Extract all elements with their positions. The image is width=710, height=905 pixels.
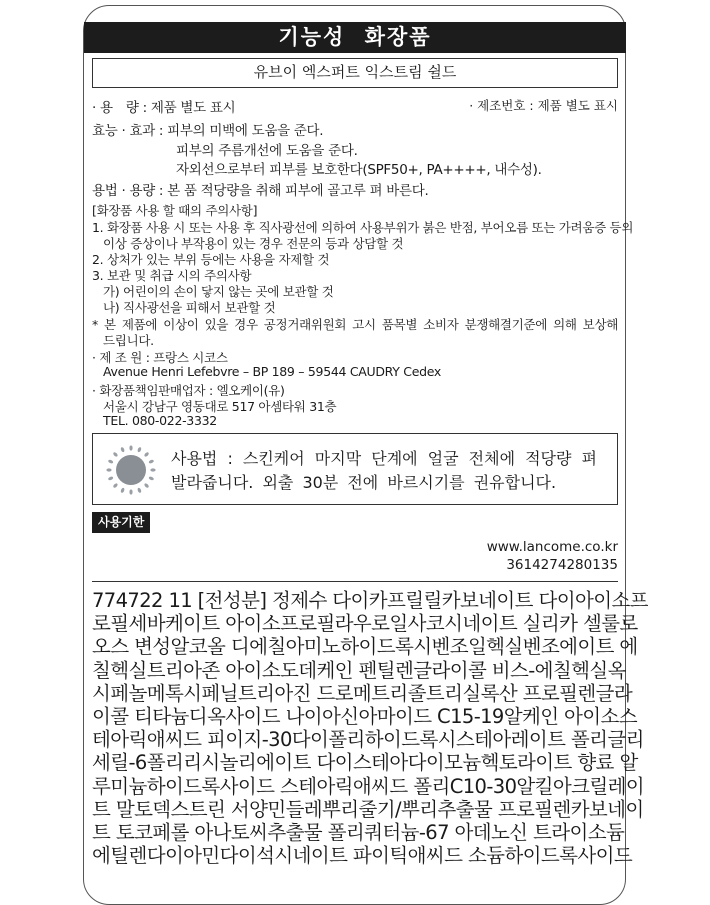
sun-ray (129, 489, 132, 494)
sun-ray (112, 451, 118, 457)
efficacy-line: 효능 · 효과 : 피부의 미백에 도움을 준다. (92, 123, 324, 139)
usage-instruction-line: 발라줍니다. 외출 30분 전에 바르시기를 권유합니다. (171, 473, 557, 492)
efficacy-line: 자외선으로부터 피부를 보호한다(SPF50+, PA++++, 내수성). (176, 162, 542, 178)
lot-number: · 제조번호 : 제품 별도 표시 (469, 98, 618, 113)
ingredient-line: 오스 변성알코올 디에칠아미노하이드록시벤조일헥실벤조에이트 에 (92, 635, 638, 659)
ingredient-line: 테아릭애씨드 피이지-30다이폴리하이드록시스테아레이트 폴리글리 (92, 728, 644, 752)
sun-ray (112, 483, 118, 489)
sun-ray (144, 483, 150, 489)
caution-line: 드립니다. (92, 333, 154, 348)
ingredient-line: 트 말토덱스트린 서양민들레뿌리줄기/뿌리추출물 프로필렌카보네이 (92, 797, 644, 821)
caution-line: 1. 화장품 사용 시 또는 사용 후 직사광선에 의하여 사용부위가 붉은 반점, 부어오름 또는 가려움증 등의 (92, 220, 634, 235)
caution-line: 2. 상처가 있는 부위 등에는 사용을 자제할 것 (92, 252, 330, 267)
sun-ray (148, 459, 154, 464)
efficacy-line: 피부의 주름개선에 도움을 준다. (176, 143, 358, 159)
product-name: 유브이 엑스퍼트 익스트림 쉴드 (92, 58, 618, 88)
sun-ray (108, 476, 114, 481)
ingredient-line: 루미늄하이드록사이드 스테아릭애씨드 폴리C10-30알킬아크릴레이 (92, 774, 645, 798)
caution-line: · 화장품책임판매업자 : 엘오케이(유) (92, 383, 285, 398)
website: www.lancome.co.kr (486, 539, 618, 555)
sun-ray (148, 476, 154, 481)
sun-ray (144, 451, 150, 457)
usage-dosage: 용법 · 용량 : 본 품 적당량을 취해 피부에 골고루 펴 바른다. (92, 183, 429, 199)
caution-line: Avenue Henri Lefebvre – BP 189 – 59544 CAUDRY Cedex (92, 364, 441, 379)
caution-line: 가) 어린이의 손이 닿지 않는 곳에 보관할 것 (92, 284, 334, 299)
ingredient-line: 이콜 티타늄디옥사이드 나이아신아마이드 C15-19알케인 아이소스 (92, 705, 637, 728)
barcode-number: 3614274280135 (506, 557, 618, 573)
ingredient-line: 에틸렌다이아민다이석시네이트 파이틱애씨드 소듐하이드록사이드 (92, 844, 633, 868)
expiry-label: 사용기한 (92, 512, 150, 533)
sun-ray (137, 487, 142, 493)
ingredient-line: 774722 11 [전성분] 정제수 다이카프릴릴카보네이트 다이아이소프 (92, 589, 648, 612)
sun-ray (106, 468, 111, 471)
sun-ray (150, 468, 155, 471)
sun-icon (105, 444, 157, 496)
caution-line: TEL. 080-022-3332 (92, 413, 217, 428)
capacity: · 용 량 : 제품 별도 표시 (92, 100, 236, 116)
ingredient-line: 칠헥실트리아존 아이소도데케인 펜틸렌글라이콜 비스-에칠헥실옥 (92, 658, 626, 682)
page-title: 기능성 화장품 (84, 22, 626, 53)
caution-line: * 본 제품에 이상이 있을 경우 공정거래위원회 고시 품목별 소비자 분쟁해결기준에 의해 보상해 (92, 317, 618, 332)
usage-instruction-line: 사용법 : 스킨케어 마지막 단계에 얼굴 전체에 적당량 펴 (171, 449, 597, 468)
caution-line: 이상 증상이나 부작용이 있는 경우 전문의 등과 상담할 것 (92, 236, 404, 251)
sun-ray (108, 459, 114, 464)
usage-box (92, 433, 618, 505)
caution-line: 나) 직사광선을 피해서 보관할 것 (92, 300, 276, 315)
cautions-title: [화장품 사용 할 때의 주의사항] (92, 203, 258, 218)
divider (92, 581, 618, 582)
caution-line: 3. 보관 및 취급 시의 주의사항 (92, 268, 252, 283)
sun-ray (120, 447, 125, 453)
sun-ray (129, 445, 132, 450)
ingredient-line: 시페놀메톡시페닐트리아진 드로메트리졸트리실록산 프로필렌글라 (92, 681, 633, 705)
ingredient-line: 트 토코페롤 아나토씨추출물 폴리쿼터늄-67 아데노신 트라이소듐 (92, 821, 625, 844)
caution-line: · 제 조 원 : 프랑스 시코스 (92, 350, 228, 365)
sun-ray (137, 447, 142, 453)
caution-line: 서울시 강남구 영동대로 517 아셈타워 31층 (92, 399, 337, 414)
ingredient-line: 세릴-6폴리리시놀리에이트 다이스테아다이모늄헥토라이트 향료 알 (92, 751, 638, 775)
sun-ray (120, 487, 125, 493)
ingredient-line: 로필세바케이트 아이소프로필라우로일사코시네이트 실리카 셀룰로 (92, 612, 638, 636)
